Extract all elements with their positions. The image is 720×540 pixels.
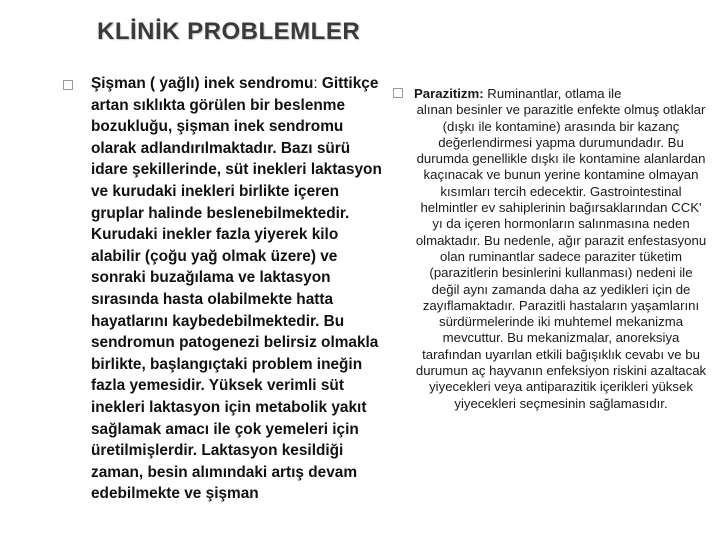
- left-column-text: [91, 73, 389, 505]
- left-colon: :: [313, 75, 318, 92]
- right-first-line: [414, 86, 708, 102]
- left-body-part2: sendromun patogenezi belirsiz olmakla birlikte, başlangıçtaki problem ineğin fazla yemesidir. Yüksek verimli süt inekleri laktasyon için metabolik yakıt sağlamak amacı ile çok yemeleri için üretilmişlerdir. Laktasyon kesildiği zaman, besin alımındaki artış devam edebilmekte ve şişman: [91, 334, 379, 503]
- right-body: alınan besinler ve parazitle enfekte olmuş otlaklar (dışkı ile kontamine) arasında bir kazanç değerlendirmesi yapma durumundadır. Bu durumda genellikle dışkı ile kontamine alanlardan kaçınacak ve bunun yerine kontamine olmayan kısımları tercih edecektir. Gastrointestinal helmintler ev sahiplerinin bağırsaklarından CCK' yı da içeren hormonların salınmasına neden olmaktadır. Bu nedenle, ağır parazit enfestasyonu olan ruminantlar sadece paraziter tüketim (parazitlerin besinlerini kullanması) nedeni ile değil aynı zamanda daha az yedikleri için de zayıflamaktadır. Parazitli hastaların yaşamlarını sürdürmelerinde iki muhtemel mekanizma mevcuttur. Bu mekanizmalar, anoreksiya tarafından uyarılan etkili bağışıklık cevabı ve bu durumun aç hayvanın enfeksiyon riskini azaltacak yiyecekleri veya antiparazitik içerikleri yüksek yiyecekleri seçmesinin sağlamasıdır.: [415, 102, 707, 411]
- bullet-box-icon: [393, 88, 403, 98]
- left-body-part1: Gittikçe artan sıklıkta görülen bir beslenme bozukluğu, şişman inek sendromu olarak adlandırılmaktadır. Bazı sürü idare şekillerinde, süt inekleri laktasyon ve kurudaki inekleri birlikte içeren gruplar halinde beslenebilmektedir. Kurudaki inekler fazla yiyerek kilo alabilir (çoğu yağ olmak üzere) ve sonraki buzağılama ve laktasyon sırasında hasta olabilmekte hatta hayatlarını kaybedebilmektedir. Bu: [91, 75, 382, 330]
- right-column-text: [414, 86, 708, 412]
- page-title: KLİNİK PROBLEMLER: [97, 18, 361, 45]
- right-heading: Parazitizm:: [414, 86, 484, 101]
- bullet-box-icon: [63, 80, 73, 90]
- left-heading: Şişman ( yağlı) inek sendromu: [91, 75, 314, 92]
- right-first-line-rest: Ruminantlar, otlama ile: [483, 86, 622, 101]
